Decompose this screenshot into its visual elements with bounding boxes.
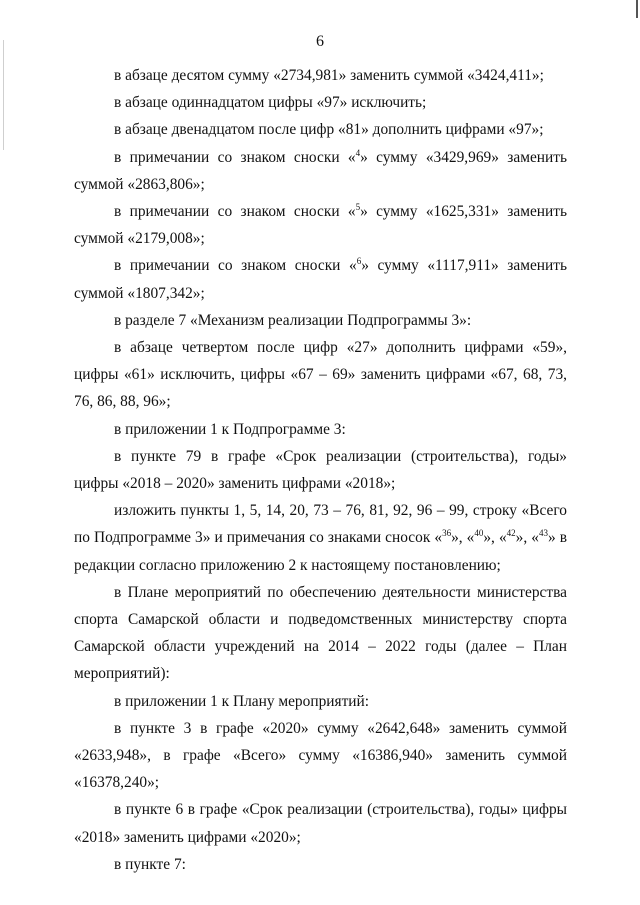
footnote-mark-42: 42 (506, 528, 516, 539)
paragraph-16: в пункте 7: (114, 855, 186, 873)
scan-binding-mark (3, 40, 4, 150)
paragraph-4-text-b: » сумму «3429,969» заменить суммой «2863,806»; (74, 148, 567, 193)
paragraph-11-text-c: », « (483, 529, 507, 547)
paragraph-1: в абзаце десятом сумму «2734,981» заменить суммой «3424,411»; (114, 67, 544, 84)
paragraph-11-text-b: », « (451, 529, 475, 547)
paragraph-5-text-b: » сумму «1625,331» заменить суммой «2179,008»; (74, 203, 567, 248)
page-number: 6 (316, 33, 324, 50)
paragraph-9: в приложении 1 к Подпрограмме 3: (114, 420, 346, 438)
paragraph-13: в приложении 1 к Плану мероприятий: (114, 692, 370, 710)
paragraph-2: в абзаце одиннадцатом цифры «97» исключить; (114, 94, 427, 112)
paragraph-5 (74, 198, 567, 252)
paragraph-4 (74, 144, 567, 198)
paragraph-11 (74, 497, 567, 579)
paragraph-6-text-b: » сумму «1117,911» заменить суммой «1807,342»; (74, 257, 567, 302)
paragraph-7: в разделе 7 «Механизм реализации Подпрограммы 3»: (114, 311, 472, 329)
paragraph-8: в абзаце четвертом после цифр «27» дополнить цифрами «59», цифры «61» исключить, цифры «67 – 69» заменить цифрами «67, 68, 73, 76, 86, 88, 96»; (74, 339, 567, 411)
paragraph-4-text-a: в примечании со знаком сноски « (114, 148, 356, 166)
footnote-mark-36: 36 (442, 528, 452, 539)
footnote-mark-6: 6 (356, 256, 362, 267)
footnote-mark-40: 40 (474, 528, 484, 539)
paragraph-12: в Плане мероприятий по обеспечению деятельности министерства спорта Самарской области и подведомственных министерству спорта Самарской области учреждений на 2014 – 2022 годы (далее – План мероприятий): (74, 583, 567, 683)
scan-edge-mark (636, 0, 638, 18)
paragraph-15: в пункте 6 в графе «Срок реализации (строительства), годы» цифры «2018» заменить цифрами «2020»; (74, 801, 567, 846)
paragraph-3: в абзаце двенадцатом после цифр «81» дополнить цифрами «97»; (114, 121, 544, 139)
footnote-mark-43: 43 (538, 528, 548, 539)
footnote-mark-4: 4 (355, 147, 361, 158)
paragraph-5-text-a: в примечании со знаком сноски « (114, 203, 356, 221)
paragraph-6-text-a: в примечании со знаком сноски « (114, 257, 357, 275)
paragraph-11-text-e: » в редакции согласно приложению 2 к настоящему постановлению; (74, 529, 567, 574)
paragraph-11-text-d: », « (515, 529, 539, 547)
paragraph-11-text-a: изложить пункты 1, 5, 14, 20, 73 – 76, 81, 92, 96 – 99, строку «Всего по Подпрограмме 3» и примечания со знаками сносок « (74, 502, 567, 547)
paragraph-14: в пункте 3 в графе «2020» сумму «2642,648» заменить суммой «2633,948», в графе «Всего» сумму «16386,940» заменить суммой «16378,240»; (74, 719, 567, 792)
footnote-mark-5: 5 (355, 201, 361, 212)
paragraph-10: в пункте 79 в графе «Срок реализации (строительства), годы» цифры «2018 – 2020» заменить цифрами «2018»; (74, 447, 567, 493)
document-body (74, 62, 567, 878)
paragraph-6 (74, 252, 567, 306)
